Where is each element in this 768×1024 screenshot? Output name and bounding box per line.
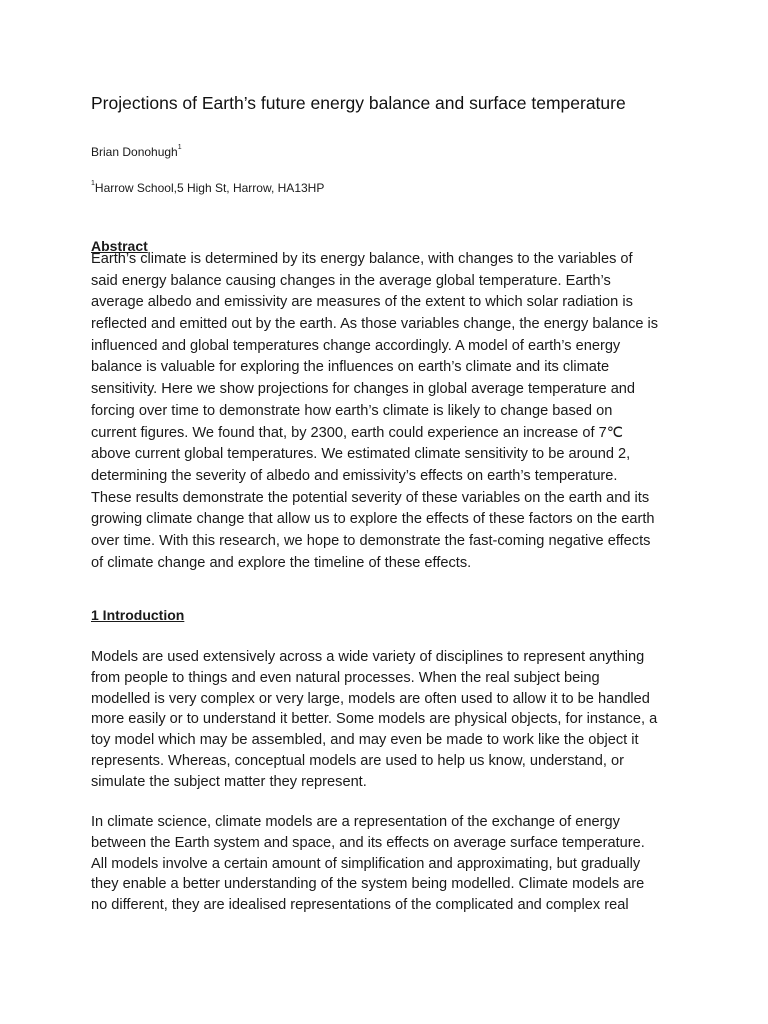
affiliation-superscript: 1 [91, 180, 95, 187]
text-line: balance is valuable for exploring the influences on earth’s climate and its climate [91, 359, 610, 376]
text-line: over time. With this research, we hope to demonstrate the fast-coming negative effects [91, 532, 651, 549]
text-line: they enable a better understanding of the system being modelled. Climate models are [91, 876, 645, 893]
text-line: of climate change and explore the timeline of these effects. [91, 554, 472, 571]
affiliation-text: Harrow School,5 High St, Harrow, HA13HP [94, 181, 325, 195]
text-line: reflected and emitted out by the earth. As those variables change, the energy balance is [91, 316, 659, 333]
text-line: In climate science, climate models are a representation of the exchange of energy [91, 814, 620, 830]
text-line: above current global temperatures. We estimated climate sensitivity to be around 2, [91, 446, 631, 463]
text-line: modelled is very complex or very large, models are often used to allow it to be handled [91, 690, 650, 707]
text-line: sensitivity. Here we show projections for changes in global average temperature and [91, 381, 636, 398]
text-line: influenced and global temperatures change accordingly. A model of earth’s energy [91, 337, 621, 354]
text-line: Models are used extensively across a wide variety of disciplines to represent anything [91, 649, 645, 665]
author-name: Brian Donohugh [91, 145, 178, 159]
text-line: All models involve a certain amount of simplification and approximating, but gradually [91, 855, 641, 872]
text-line: simulate the subject matter they represent. [91, 773, 367, 790]
text-line: current figures. We found that, by 2300, earth could experience an increase of 7℃ [91, 424, 624, 441]
text-line: average albedo and emissivity are measures of the extent to which solar radiation is [91, 294, 633, 311]
text-line: no different, they are idealised representations of the complicated and complex real [91, 897, 629, 914]
text-line: Earth’s climate is determined by its energy balance, with changes to the variables of [91, 251, 633, 267]
text-line: said energy balance causing changes in the average global temperature. Earth’s [91, 272, 611, 289]
text-line: determining the severity of albedo and emissivity’s effects on earth’s temperature. [91, 467, 618, 484]
text-line: more easily or to understand it better. Some models are physical objects, for instance, a [91, 711, 658, 728]
author-line [91, 145, 182, 159]
author-superscript: 1 [177, 144, 182, 151]
text-line: from people to things and even natural processes. When the real subject being [91, 669, 600, 686]
paper-title: Projections of Earth’s future energy balance and surface temperature [91, 93, 626, 113]
abstract-heading: Abstract [91, 238, 148, 254]
introduction-paragraph-2 [91, 812, 645, 916]
affiliation-line [91, 181, 324, 195]
introduction-paragraph-1 [91, 647, 657, 793]
text-line: between the Earth system and space, and its effects on average surface temperature. [91, 834, 645, 851]
introduction-heading: 1 Introduction [91, 607, 185, 623]
text-line: forcing over time to demonstrate how earth’s climate is likely to change based on [91, 402, 613, 419]
text-line: represents. Whereas, conceptual models are used to help us know, understand, or [91, 752, 624, 769]
abstract-paragraph [91, 249, 658, 574]
text-line: growing climate change that allow us to explore the effects of these factors on the earth [91, 511, 655, 528]
text-line: These results demonstrate the potential severity of these variables on the earth and its [91, 489, 650, 506]
text-line: toy model which may be assembled, and may even be made to work like the object it [91, 732, 639, 749]
